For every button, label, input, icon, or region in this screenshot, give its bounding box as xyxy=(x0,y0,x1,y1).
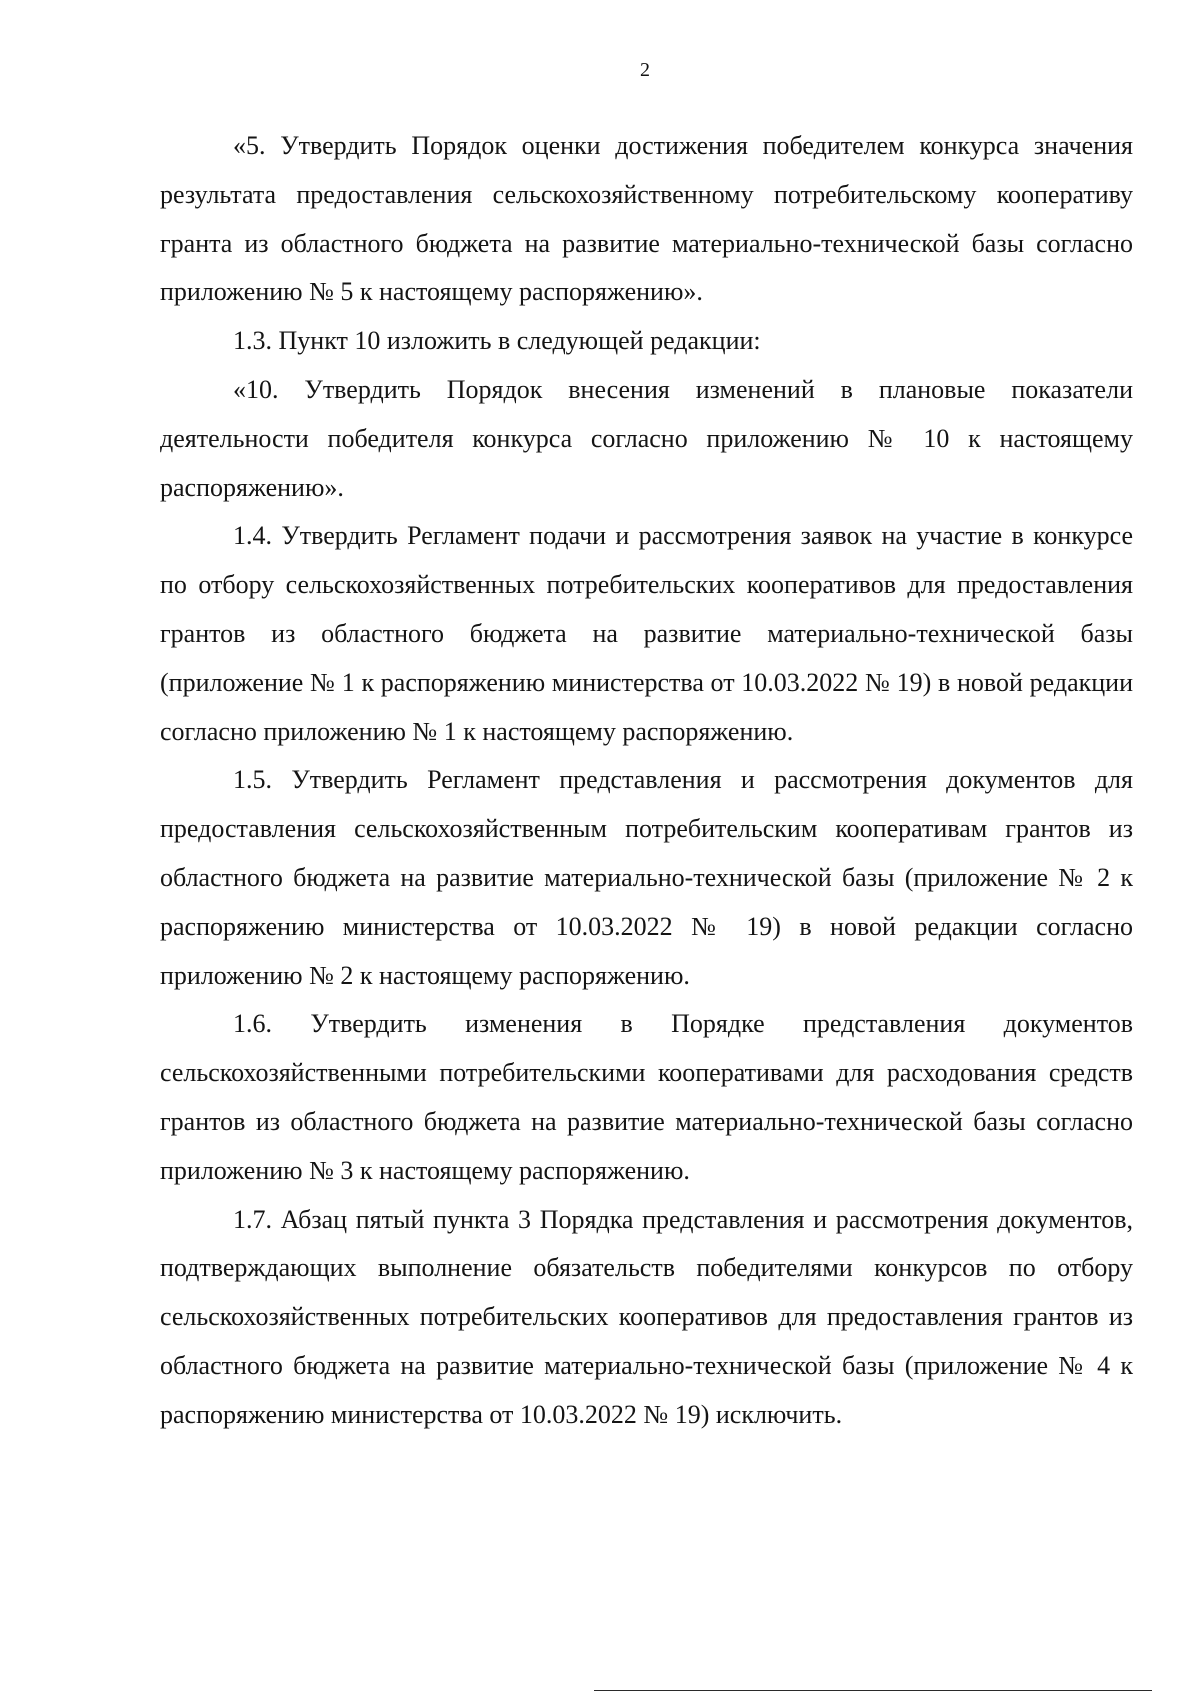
paragraph-1-5: 1.5. Утвердить Регламент представления и рассмотрения документов для предоставления сельскохозяйственным потребительским кооперативам грантов из областного бюджета на развитие материально-технической базы (приложение № 2 к распоряжению министерства от 10.03.2022 № 19) в новой редакции согласно приложению № 2 к настоящему распоряжению. xyxy=(160,765,1133,990)
document-body xyxy=(160,122,1133,1440)
paragraph-item-10-quote: «10. Утвердить Порядок внесения изменений в плановые показатели деятельности победителя конкурса согласно приложению № 10 к настоящему распоряжению». xyxy=(160,374,1133,502)
footer-divider xyxy=(594,1690,1152,1691)
page-number: 2 xyxy=(640,59,650,81)
paragraph-1-3: 1.3. Пункт 10 изложить в следующей редакции: xyxy=(233,326,761,356)
paragraph-1-6: 1.6. Утвердить изменения в Порядке представления документов сельскохозяйственными потребительскими кооперативами для расходования средств грантов из областного бюджета на развитие материально-технической базы согласно приложению № 3 к настоящему распоряжению. xyxy=(160,1009,1133,1185)
paragraph-1-7: 1.7. Абзац пятый пункта 3 Порядка представления и рассмотрения документов, подтверждающих выполнение обязательств победителями конкурсов по отбору сельскохозяйственных потребительских кооперативов для предоставления грантов из областного бюджета на развитие материально-технической базы (приложение № 4 к распоряжению министерства от 10.03.2022 № 19) исключить. xyxy=(160,1204,1133,1429)
paragraph-1-4: 1.4. Утвердить Регламент подачи и рассмотрения заявок на участие в конкурсе по отбору сельскохозяйственных потребительских кооперативов для предоставления грантов из областного бюджета на развитие материально-технической базы (приложение № 1 к распоряжению министерства от 10.03.2022 № 19) в новой редакции согласно приложению № 1 к настоящему распоряжению. xyxy=(160,521,1133,746)
paragraph-item-5-quote: «5. Утвердить Порядок оценки достижения победителем конкурса значения результата предоставления сельскохозяйственному потребительскому кооперативу гранта из областного бюджета на развитие материально-технической базы согласно приложению № 5 к настоящему распоряжению». xyxy=(160,131,1133,307)
